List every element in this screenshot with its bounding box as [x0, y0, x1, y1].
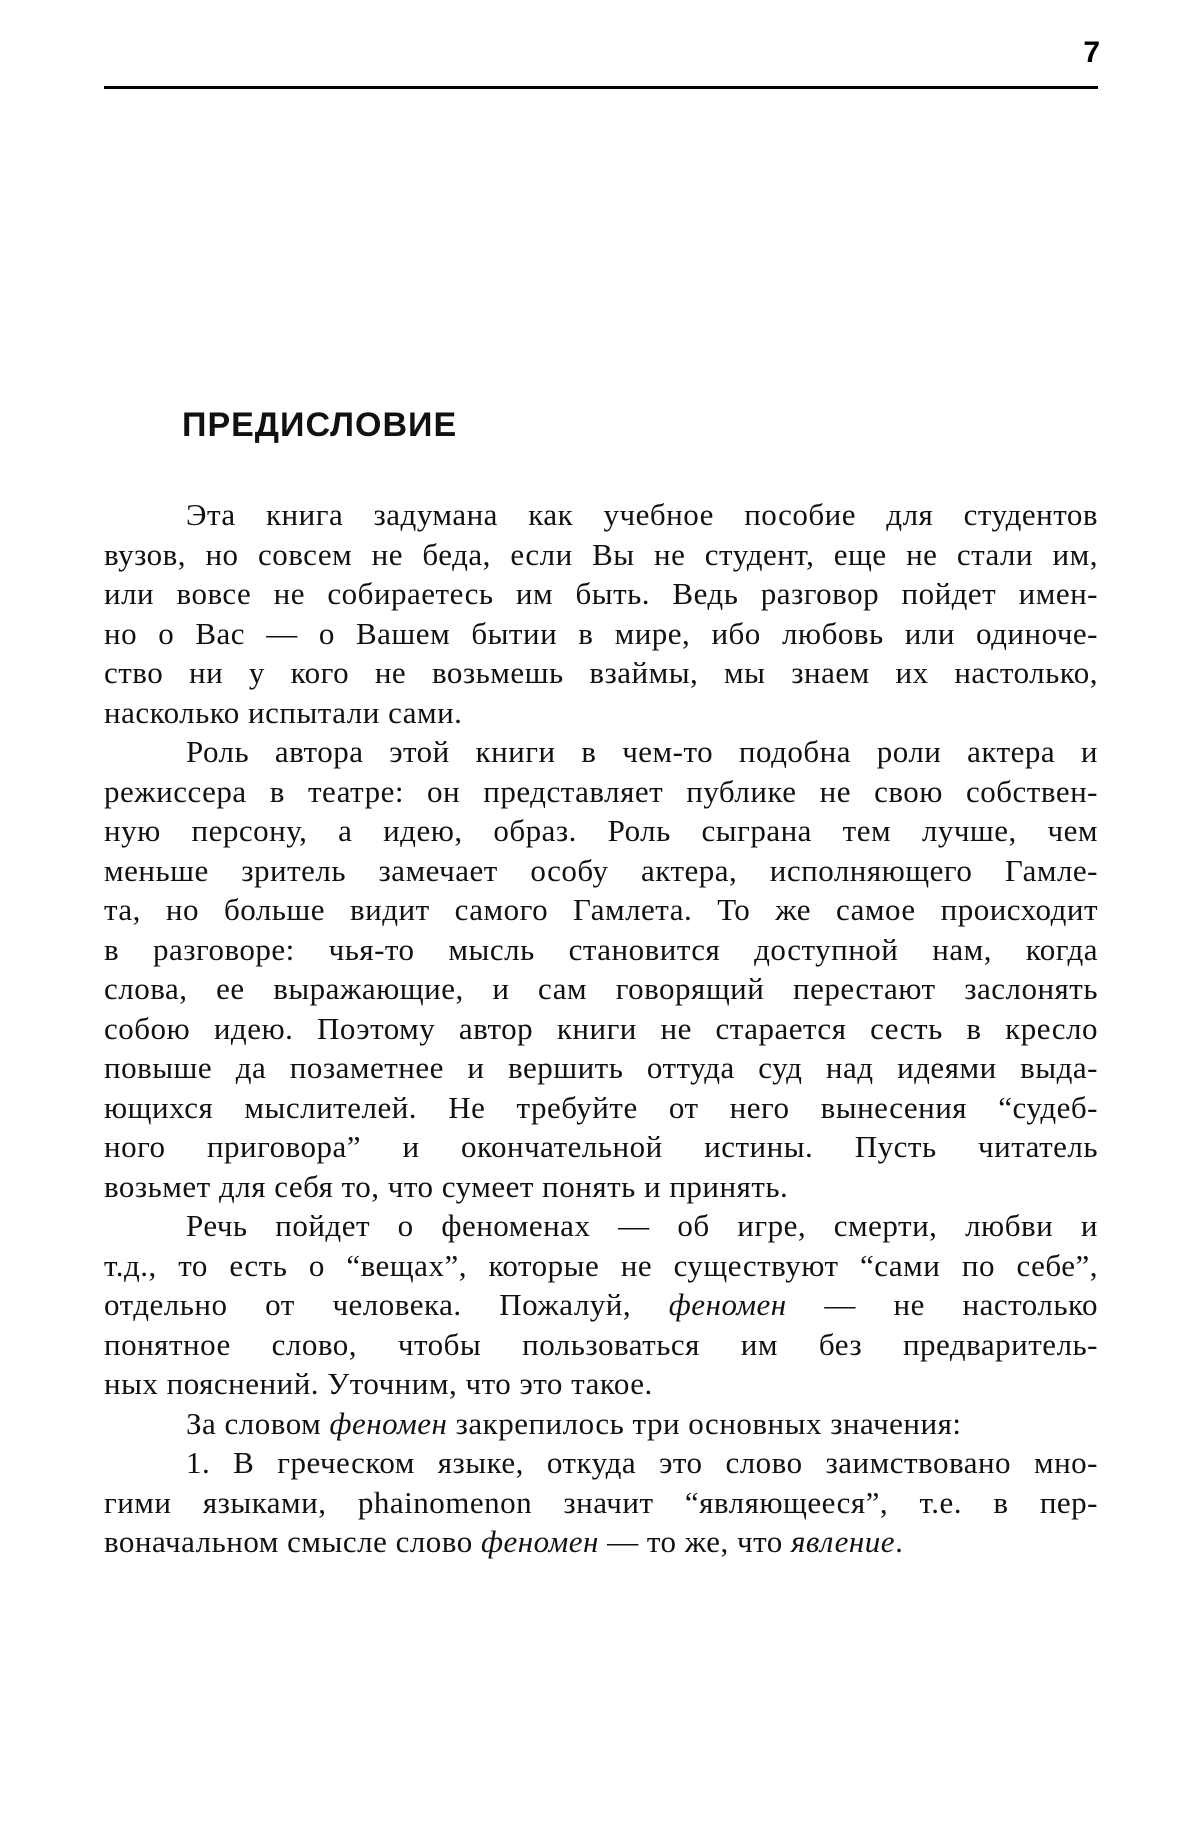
paragraph-3	[104, 1206, 1098, 1404]
text-line: или вовсе не собираетесь им быть. Ведь разговор пойдет имен-	[104, 576, 1098, 611]
text-line: повыше да позаметнее и вершить оттуда суд над идеями выда-	[104, 1050, 1098, 1085]
paragraph-1	[104, 495, 1098, 732]
text-run: отдельно от человека. Пожалуй,	[104, 1287, 669, 1322]
text-line	[104, 1404, 1098, 1444]
paragraph-5	[104, 1443, 1098, 1562]
text-line: в разговоре: чья-то мысль становится доступной нам, когда	[104, 931, 1098, 967]
italic-term: феномен	[668, 1287, 787, 1322]
text-line: понятное слово, чтобы пользоваться им без предваритель-	[104, 1326, 1098, 1362]
text-line: ство ни у кого не возьмешь взаймы, мы знаем их настолько,	[104, 655, 1098, 690]
text-line: режиссера в театре: он представляет публике не свою собствен-	[104, 773, 1098, 809]
text-line: но о Вас — о Вашем бытии в мире, ибо любовь или одиноче-	[104, 615, 1098, 651]
text-line: ных пояснений. Уточним, что это такое.	[104, 1366, 653, 1401]
text-line: Эта книга задумана как учебное пособие для студентов	[186, 497, 1098, 532]
text-line: 1. В греческом языке, откуда это слово заимствовано мно-	[186, 1445, 1098, 1480]
text-run: закрепилось три основных значения:	[447, 1405, 962, 1441]
text-line	[104, 1285, 1098, 1325]
text-line: Речь пойдет о феноменах — об игре, смерти, любви и	[186, 1208, 1098, 1243]
italic-term: явление	[791, 1524, 896, 1559]
italic-term: феномен	[480, 1524, 599, 1559]
text-line: собою идею. Поэтому автор книги не старается сесть в кресло	[104, 1010, 1098, 1046]
text-line: ющихся мыслителей. Не требуйте от него вынесения “судеб-	[104, 1089, 1098, 1125]
text-line: ную персону, а идею, образ. Роль сыграна тем лучше, чем	[104, 813, 1098, 848]
text-line	[104, 1522, 1098, 1562]
text-run: .	[895, 1524, 904, 1559]
page-number: 7	[1083, 36, 1100, 69]
text-run: — то же, что	[598, 1524, 792, 1559]
italic-term: феномен	[329, 1405, 448, 1441]
text-line: ного приговора” и окончательной истины. Пусть читатель	[104, 1129, 1098, 1164]
text-run: — не настолько	[786, 1287, 1098, 1322]
text-line: меньше зритель замечает особу актера, исполняющего Гамле-	[104, 852, 1098, 888]
text-line: вузов, но совсем не беда, если Вы не студент, еще не стали им,	[104, 536, 1098, 572]
text-line: слова, ее выражающие, и сам говорящий перестают заслонять	[104, 971, 1098, 1006]
text-line: насколько испытали сами.	[104, 694, 463, 730]
text-line: та, но больше видит самого Гамлета. То же самое происходит	[104, 892, 1098, 927]
text-line: возьмет для себя то, что сумеет понять и принять.	[104, 1168, 789, 1204]
chapter-title: ПРЕДИСЛОВИЕ	[182, 406, 458, 444]
paragraph-2	[104, 732, 1098, 1206]
text-line: Роль автора этой книги в чем-то подобна роли актера и	[186, 734, 1098, 769]
text-run: воначальном смысле слово	[104, 1524, 481, 1559]
text-line: гими языками, phainomenon значит “являющееся”, т.е. в пер-	[104, 1484, 1098, 1520]
body-text	[104, 495, 1098, 1562]
paragraph-4	[104, 1404, 1098, 1444]
text-line: т.д., то есть о “вещах”, которые не существуют “сами по себе”,	[104, 1247, 1098, 1283]
text-run: За словом	[186, 1405, 330, 1441]
header-rule	[104, 86, 1098, 89]
